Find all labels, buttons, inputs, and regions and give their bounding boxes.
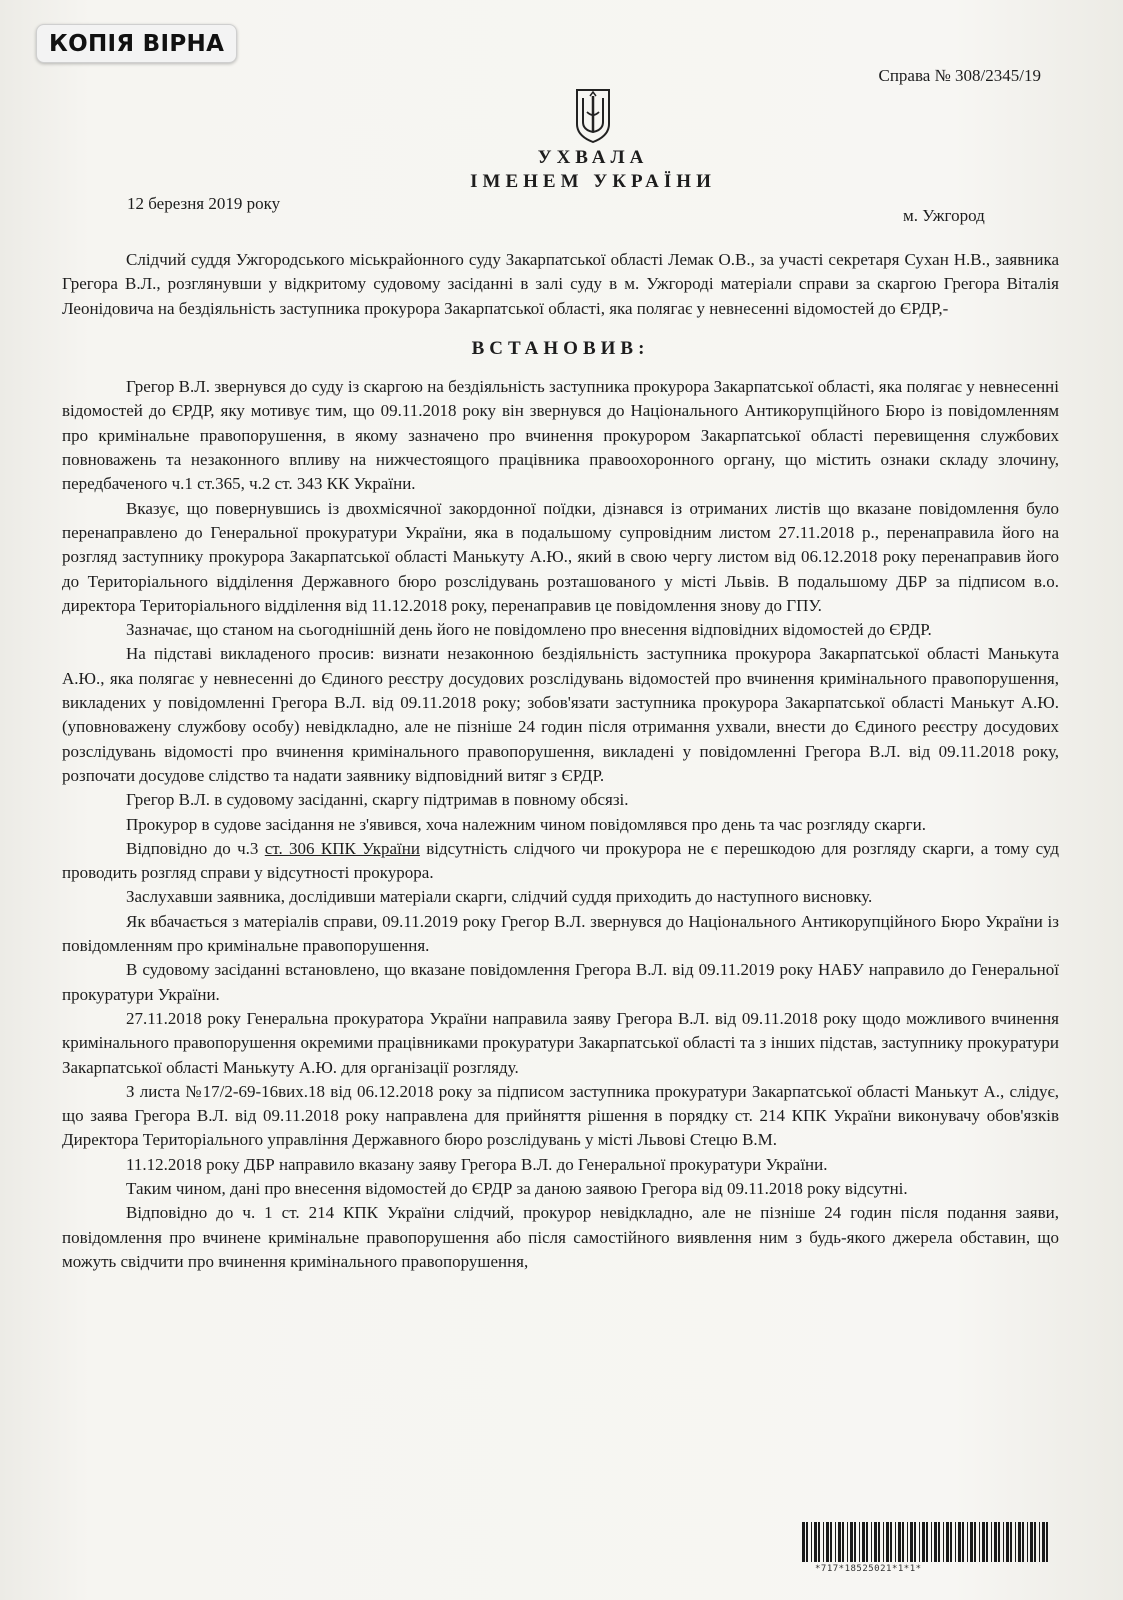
barcode-bar bbox=[806, 1522, 808, 1562]
barcode-bar bbox=[823, 1522, 824, 1562]
barcode-bar bbox=[835, 1522, 836, 1562]
barcode-bar bbox=[1022, 1522, 1024, 1562]
paragraph: Зазначає, що станом на сьогоднішній день його не повідомлено про внесення відповідних відомостей до ЄРДР. bbox=[126, 620, 932, 640]
document-title bbox=[0, 146, 1123, 194]
barcode-bar bbox=[914, 1522, 916, 1562]
paragraph: В судовому засіданні встановлено, що вказане повідомлення Грегора В.Л. від 09.11.2019 року НАБУ направило до Генеральної прокуратури України. bbox=[62, 960, 1059, 1004]
law-article-link[interactable]: ст. 306 КПК України bbox=[264, 838, 420, 858]
paragraph: Прокурор в судове засідання не з'явився, хоча належним чином повідомлявся про день та час розгляду скарги. bbox=[126, 814, 926, 834]
paragraph: Таким чином, дані про внесення відомостей до ЄРДР за даною заявою Грегора від 09.11.2018 року відсутні. bbox=[126, 1178, 908, 1198]
document-city: м. Ужгород bbox=[903, 206, 985, 225]
barcode-bar bbox=[902, 1522, 904, 1562]
text-before-link: Відповідно до ч.3 bbox=[126, 838, 265, 858]
barcode-bar bbox=[926, 1522, 928, 1562]
barcode-bar bbox=[890, 1522, 892, 1562]
paragraph-with-link bbox=[62, 837, 1059, 886]
paragraph: З листа №17/2-69-16вих.18 від 06.12.2018 року за підписом заступника прокуратури Закарпатської області Манькут А., слідує, що заява Грегора В.Л. від 09.11.2018 року направлена для прийняття рішення в порядку ст. 214 КПК України виконувачу обов'язків Директора Територіального управління Державного бюро розслідувань у місті Львові Стецю В.М. bbox=[62, 1081, 1059, 1150]
barcode-bar bbox=[1003, 1522, 1004, 1562]
barcode-bar bbox=[950, 1522, 952, 1562]
trident-emblem-icon bbox=[573, 86, 613, 144]
barcode-bar bbox=[1034, 1522, 1036, 1562]
case-number: Справа № 308/2345/19 bbox=[878, 66, 1041, 85]
barcode-bar bbox=[1039, 1522, 1040, 1562]
barcode-bar bbox=[907, 1522, 908, 1562]
paragraph: Як вбачається з матеріалів справи, 09.11.2019 року Грегор В.Л. звернувся до Національного Антикорупційного Бюро України із повідомленням про кримінальне правопорушення. bbox=[62, 911, 1059, 956]
barcode-bar bbox=[970, 1522, 973, 1562]
title-line-ukhvala: УХВАЛА bbox=[537, 147, 649, 168]
document-date: 12 березня 2019 року bbox=[127, 194, 281, 213]
barcode-bar bbox=[838, 1522, 841, 1562]
paragraph: Відповідно до ч. 1 ст. 214 КПК України слідчий, прокурор невідкладно, але не пізніше 24 годин після подання заяви, повідомлення про вчинене кримінальне правопорушення або після самостійного виявлення ним з будь-якого джерела обставин, що можуть свідчити про вчинення кримінального правопорушення, bbox=[62, 1203, 1059, 1271]
barcode-bar bbox=[886, 1522, 889, 1562]
barcode-bar bbox=[1015, 1522, 1016, 1562]
barcode-bar bbox=[811, 1522, 812, 1562]
barcode-bar bbox=[910, 1522, 913, 1562]
barcode-bar bbox=[938, 1522, 940, 1562]
barcode-number: *717*18525021*1*1* bbox=[815, 1564, 922, 1574]
barcode-bar bbox=[826, 1522, 829, 1562]
text-after-link: відсутність слідчого чи прокурора не є перешкодою для розгляду скарги, а тому суд проводить розгляд справи у відсутності прокурора. bbox=[62, 838, 1059, 883]
paragraph: Вказує, що повернувшись із двохмісячної закордонної поїдки, дізнався із отриманих листів що вказане повідомлення було перенаправлено до Генеральної прокуратури України, яка в подальшому супровідним листом 27.11.2018 р., перенаправила його на розгляд заступнику прокурора Закарпатської області Манькуту А.Ю., який в свою чергу листом від 06.12.2018 року перенаправив його до Територіального відділення Державного бюро розслідувань розташованого у місті Львів. В подальшому ДБР за підписом в.о. директора Територіального відділення від 11.12.2018 року, перенаправив це повідомлення знову до ГПУ. bbox=[62, 498, 1059, 615]
barcode-bar bbox=[1046, 1522, 1048, 1562]
paragraph: Грегор В.Л. звернувся до суду із скаргою на бездіяльність заступника прокурора Закарпатської області, яка полягає у невнесенні відомостей до ЄРДР, яку мотивує тим, що 09.11.2018 року він звернувся до Національного Антикорупційного Бюро із повідомленням про кримінальне правопорушення, в якому зазначено про вчинення прокурором Закарпатської області перевищення службових повноважень та незаконного впливу на нижчестоящого працівника правоохоронного органу, що містить ознаки складу злочину, передбаченого ч.1 ст.365, ч.2 ст. 343 КК України. bbox=[62, 377, 1059, 494]
barcode-bar bbox=[878, 1522, 880, 1562]
barcode-icon bbox=[800, 1522, 1050, 1562]
barcode-bar bbox=[958, 1522, 961, 1562]
barcode-bar bbox=[1042, 1522, 1045, 1562]
title-line-imenem-ukrainy: ІМЕНЕМ УКРАЇНИ bbox=[470, 171, 716, 192]
barcode-bar bbox=[818, 1522, 820, 1562]
barcode-bar bbox=[814, 1522, 817, 1562]
barcode-bar bbox=[802, 1522, 805, 1562]
paragraph: Грегор В.Л. в судовому засіданні, скаргу підтримав в повному обсязі. bbox=[126, 790, 629, 810]
barcode-bar bbox=[955, 1522, 956, 1562]
barcode-bar bbox=[862, 1522, 865, 1562]
barcode-bar bbox=[974, 1522, 976, 1562]
copy-certified-stamp: КОПІЯ ВІРНА bbox=[36, 24, 237, 63]
barcode-bar bbox=[931, 1522, 932, 1562]
barcode-bar bbox=[1010, 1522, 1012, 1562]
barcode-bar bbox=[994, 1522, 997, 1562]
barcode-bar bbox=[962, 1522, 964, 1562]
document-body bbox=[62, 248, 1059, 1274]
barcode-bar bbox=[991, 1522, 992, 1562]
barcode-bar bbox=[874, 1522, 877, 1562]
paragraph: Заслухавши заявника, дослідивши матеріали скарги, слідчий суддя приходить до наступного висновку. bbox=[126, 887, 873, 907]
barcode-bar bbox=[898, 1522, 901, 1562]
barcode-bar bbox=[895, 1522, 896, 1562]
barcode-bar bbox=[854, 1522, 856, 1562]
barcode-bar bbox=[982, 1522, 985, 1562]
barcode-bar bbox=[979, 1522, 980, 1562]
paragraph: 27.11.2018 року Генеральна прокуратора України направила заяву Грегора В.Л. від 09.11.2018 року щодо можливого вчинення кримінального правопорушення окремими працівниками прокуратури Закарпатської області та з інших підстав, заступнику прокуратури Закарпатської області Манькуту А.Ю. для організації розгляду. bbox=[62, 1008, 1059, 1077]
section-heading: ВСТАНОВИВ: bbox=[471, 337, 650, 359]
barcode-bar bbox=[986, 1522, 988, 1562]
barcode-bar bbox=[871, 1522, 872, 1562]
barcode-bar bbox=[943, 1522, 944, 1562]
barcode-bar bbox=[830, 1522, 832, 1562]
barcode-bar bbox=[883, 1522, 884, 1562]
barcode-bar bbox=[842, 1522, 844, 1562]
barcode-bar bbox=[1027, 1522, 1028, 1562]
barcode-bar bbox=[850, 1522, 853, 1562]
barcode-bar bbox=[919, 1522, 920, 1562]
barcode-bar bbox=[866, 1522, 868, 1562]
intro-paragraph: Слідчий суддя Ужгородського міськрайонного суду Закарпатської області Лемак О.В., за участі секретаря Сухан Н.В., заявника Грегора В.Л., розглянувши у відкритому судовому засіданні в залі суду в м. Ужгороді матеріали справи за скаргою Грегора Віталія Леонідовича на бездіяльність заступника прокурора Закарпатської області, яка полягає у невнесенні відомостей до ЄРДР,- bbox=[62, 250, 1059, 318]
barcode-bar bbox=[946, 1522, 949, 1562]
barcode-bar bbox=[859, 1522, 860, 1562]
barcode-bar bbox=[967, 1522, 968, 1562]
barcode-bar bbox=[998, 1522, 1000, 1562]
barcode-bar bbox=[1006, 1522, 1009, 1562]
paragraph: 11.12.2018 року ДБР направило вказану заяву Грегора В.Л. до Генеральної прокуратури України. bbox=[126, 1154, 828, 1174]
barcode-bar bbox=[922, 1522, 925, 1562]
barcode-bar bbox=[934, 1522, 937, 1562]
barcode-bar bbox=[847, 1522, 848, 1562]
barcode-bar bbox=[1018, 1522, 1021, 1562]
paragraph: На підставі викладеного просив: визнати незаконною бездіяльність заступника прокурора Закарпатської області Манькута А.Ю., яка полягає у невнесенні до Єдиного реєстру досудових розслідувань відомостей про вчинення кримінального правопорушення, викладених у повідомленні Грегора В.Л. від 09.11.2018 року; зобов'язати заступника прокурора Закарпатської області Манькут А.Ю. (уповноважену службову особу) невідкладно, але не пізніше 24 годин після отримання ухвали, внести до Єдиного реєстру досудових розслідувань відомості про вчинення кримінального правопорушення, викладені у повідомленні Грегора В.Л. від 09.11.2018 року, розпочати досудове слідство та надати заявнику відповідний витяг з ЄРДР. bbox=[62, 644, 1059, 785]
barcode-bar bbox=[1030, 1522, 1033, 1562]
